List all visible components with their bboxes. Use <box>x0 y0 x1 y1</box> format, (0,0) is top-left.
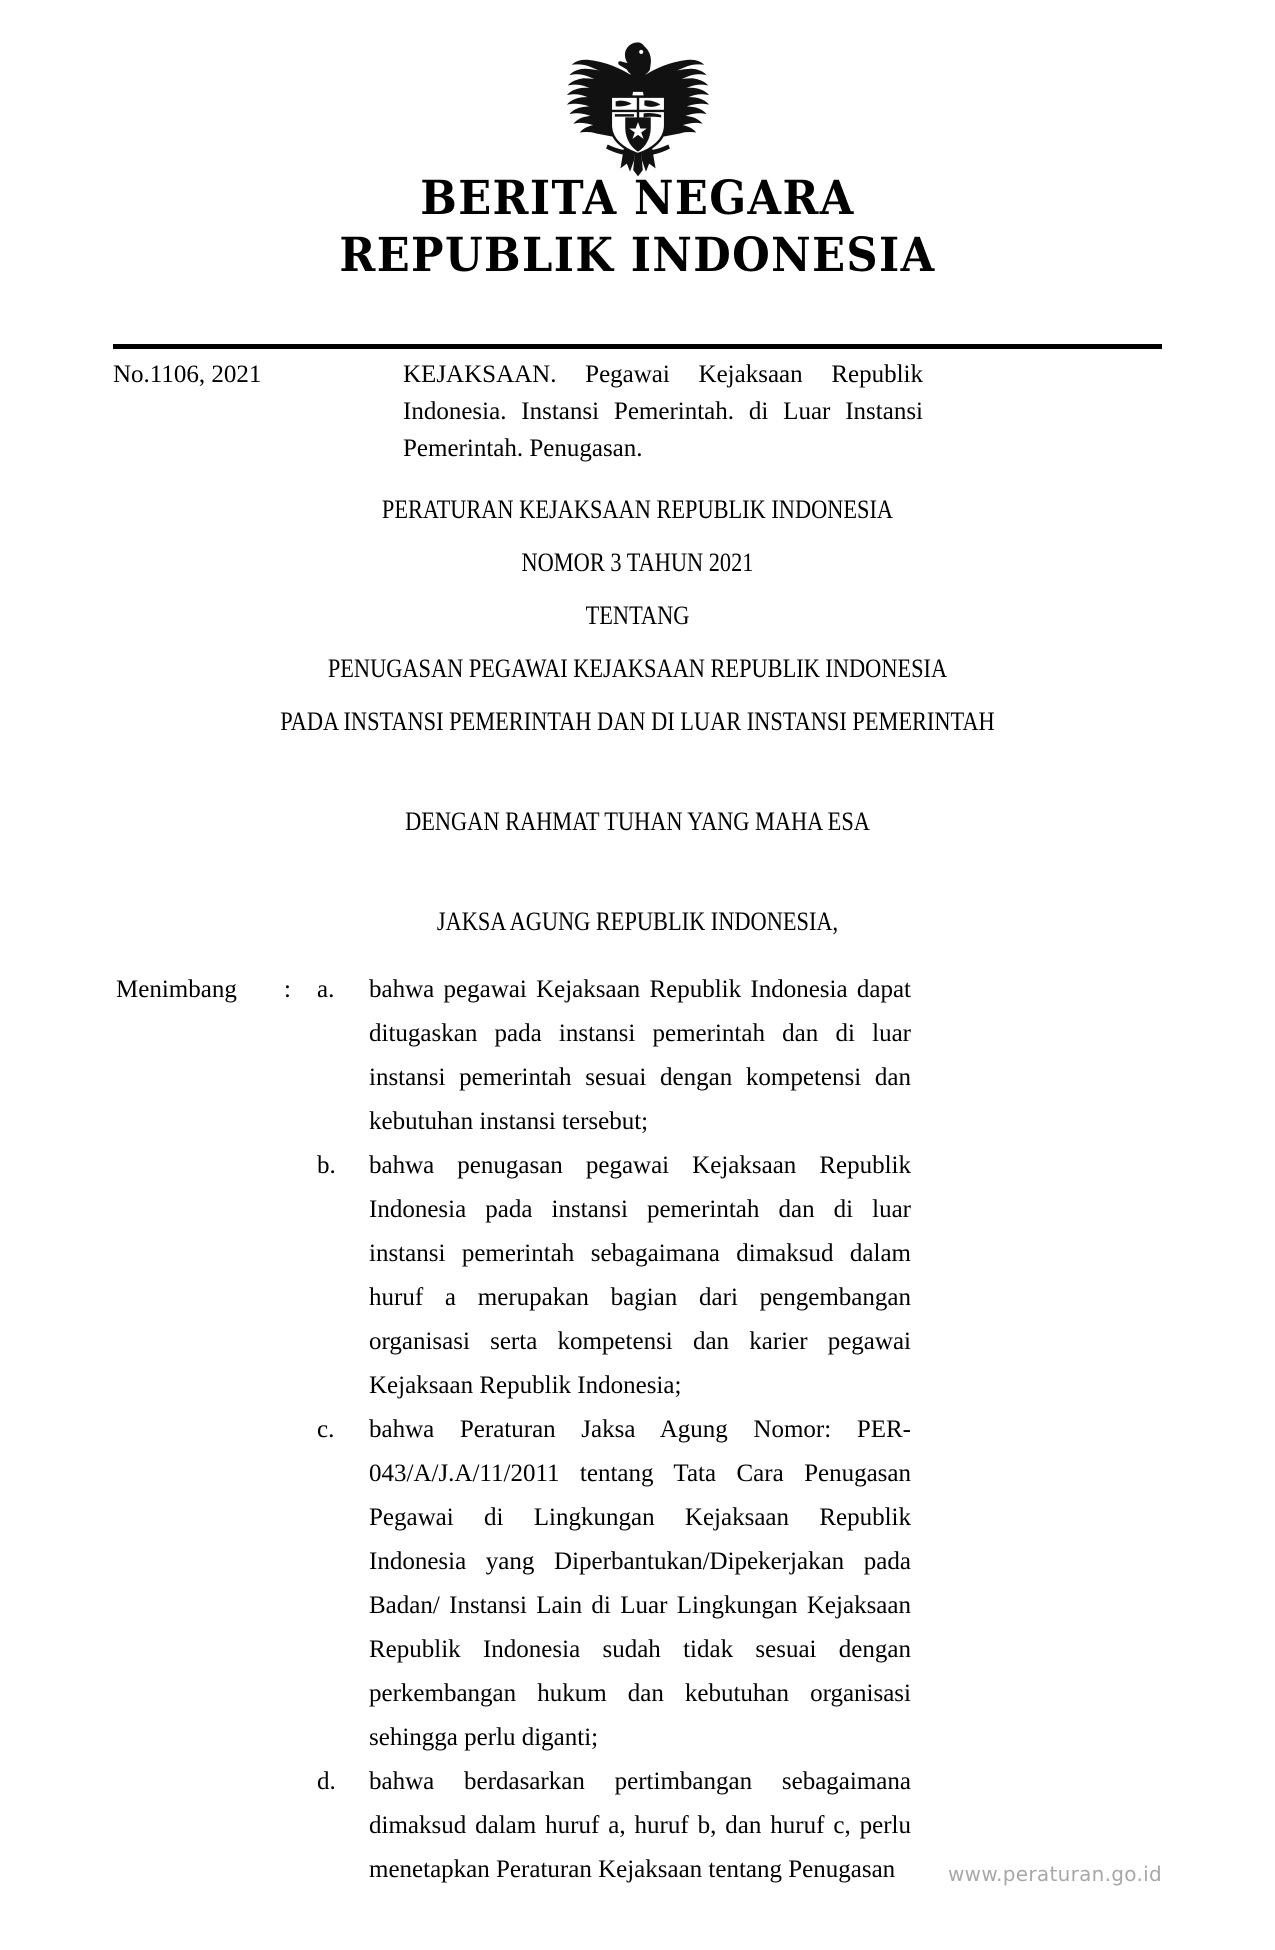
considering-item <box>113 1408 1162 1760</box>
considering-item-marker: a. <box>317 976 335 1003</box>
considering-item <box>113 968 1162 1144</box>
considering-item <box>113 1144 1162 1408</box>
regulation-title-block <box>0 487 1275 944</box>
title-spacer <box>0 585 1275 593</box>
considering-item-text: bahwa berdasarkan pertimbangan sebagaimana dimaksud dalam huruf a, huruf b, dan huruf c, perlu menetapkan Peraturan Kejaksaan tentang Penugasan <box>369 1768 911 1883</box>
title-spacer <box>0 844 1275 899</box>
considering-item-marker: c. <box>317 1416 335 1443</box>
footer-watermark: www.peraturan.go.id <box>948 1862 1162 1886</box>
considering-item-marker: b. <box>317 1152 336 1179</box>
considering-item-text: bahwa pegawai Kejaksaan Republik Indonesia dapat ditugaskan pada instansi pemerintah dan di luar instansi pemerintah sesuai dengan kompetensi dan kebutuhan instansi tersebut; <box>369 976 911 1135</box>
considering-colon: : <box>284 976 291 1003</box>
considering-item-marker: d. <box>317 1768 336 1795</box>
regulation-about-label: TENTANG <box>585 601 690 630</box>
masthead <box>0 170 1275 284</box>
title-spacer <box>0 691 1275 699</box>
regulation-subject-line-1: PENUGASAN PEGAWAI KEJAKSAAN REPUBLIK INDONESIA <box>327 654 948 683</box>
garuda-pancasila-emblem <box>558 28 718 178</box>
masthead-line-2: REPUBLIK INDONESIA <box>339 228 936 283</box>
header-divider-rule <box>113 344 1162 349</box>
gazette-number: No.1106, 2021 <box>113 361 262 388</box>
considering-label: Menimbang <box>116 976 237 1003</box>
title-spacer <box>0 638 1275 646</box>
regulation-subject-line-2: PADA INSTANSI PEMERINTAH DAN DI LUAR INSTANSI PEMERINTAH <box>280 707 995 736</box>
considering-item-text: bahwa Peraturan Jaksa Agung Nomor: PER-043/A/J.A/11/2011 tentang Tata Cara Penugasan Pegawai di Lingkungan Kejaksaan Republik Indonesia yang Diperbantukan/Dipekerjakan pada Badan/ Instansi Lain di Luar Lingkungan Kejaksaan Republik Indonesia sudah tidak sesuai dengan perkembangan hukum dan kebutuhan organisasi sehingga perlu diganti; <box>369 1416 911 1751</box>
masthead-line-1: BERITA NEGARA <box>420 171 855 226</box>
title-spacer <box>0 744 1275 799</box>
regulation-title-line-1: PERATURAN KEJAKSAAN REPUBLIK INDONESIA <box>381 495 894 524</box>
considering-items <box>113 968 1162 1892</box>
issuing-authority: JAKSA AGUNG REPUBLIK INDONESIA, <box>436 907 839 936</box>
divine-invocation: DENGAN RAHMAT TUHAN YANG MAHA ESA <box>405 807 870 836</box>
regulation-number: NOMOR 3 TAHUN 2021 <box>521 548 754 577</box>
gazette-keywords: KEJAKSAAN. Pegawai Kejaksaan Republik Indonesia. Instansi Pemerintah. di Luar Instansi Pemerintah. Penugasan. <box>403 361 923 462</box>
considering-item-text: bahwa penugasan pegawai Kejaksaan Republik Indonesia pada instansi pemerintah dan di luar instansi pemerintah sebagaimana dimaksud dalam huruf a merupakan bagian dari pengembangan organisasi serta kompetensi dan karier pegawai Kejaksaan Republik Indonesia; <box>369 1152 911 1399</box>
title-spacer <box>0 532 1275 540</box>
emblem-container <box>0 28 1275 183</box>
